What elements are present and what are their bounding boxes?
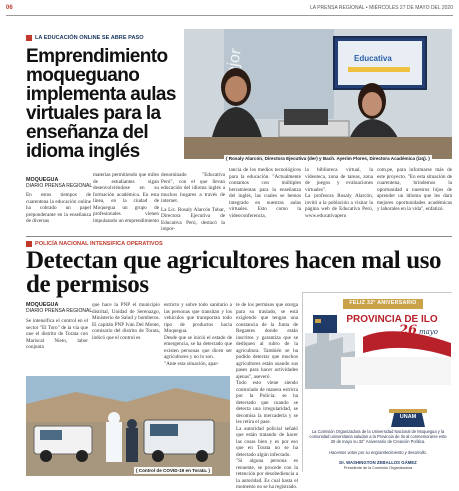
story2-headline: Detectan que agricultores hacen mal uso de permisos: [26, 247, 442, 298]
story2-byline: [26, 302, 92, 314]
ad-date-day: 26: [399, 323, 418, 338]
story1-byline-source: DIARIO PRENSA REGIONAL: [26, 183, 93, 189]
story1-col3: [161, 172, 225, 234]
page-number: 06: [6, 5, 13, 11]
story1-col1: En estos tiempos de cuarentena la educación online ha cobrado un papel preponderante en la enseñanza de diversas: [26, 192, 91, 224]
section-divider: [26, 236, 452, 237]
story1-col2: materias permitiendo que miles de estudiantes sigan desenvolviéndose en su formación académica. En esta línea, en la ciudad de Moquegua un grupo de profesionales vienen impulsando un emprendimiento: [93, 172, 159, 224]
story1-col3-p2: La Lic. Rosaly Alarcón Tobar, Directora Ejecutiva de Educativa Perú, destacó la impor-: [161, 206, 225, 232]
story2-col3: estricto y sobre todo sanitario a las personas que transitan y los vehículos que transportan todo tipo de productos hacia Moquegua. Desde que se inició el estado de emergencia, se ha detectado que existen personas que dicen ser agricultores y no lo son. "Ante esta situación, apar-: [164, 302, 232, 367]
publication-line: LA PRENSA REGIONAL • MIÉRCOLES 27 DE MAYO DEL 2020: [309, 5, 453, 11]
story1-col4: tancia de los medios tecnológicos para la educación. "Actualmente contamos con múltiples herramientas para la enseñanza del inglés, las cuales se hemos integrado en nuestras aulas virtuales. Esto como la videoconferencia,: [229, 167, 301, 219]
ad-date-month: mayo: [419, 328, 438, 336]
story1-col6: com.pe, para informarse más de este proyecto. "En esta situación de cuarentena, brindemos la oportunidad a nuestros hijos de aprender un idioma que les dará mejores oportunidades académicas y laborales en la vida", enfatizó.: [377, 167, 452, 212]
story2-col1: Se intensifica el control en el sector "El Toro" de la vía que une el distrito de Torata con Mariscal Nieto, labor conjunta: [26, 318, 88, 350]
story1-headline: Emprendimiento moqueguano implementa aulas virtuales para la enseñanza del idioma inglés: [26, 46, 176, 162]
story2-photo: [26, 376, 230, 476]
story2-byline-city: MOQUEGUA: [26, 302, 59, 308]
page-header: [6, 4, 453, 16]
story1-byline-city: MOQUEGUA: [26, 177, 59, 183]
ad-signer-role: Presidente de la Comisión Organizadora: [343, 466, 413, 470]
story1-section-label: [26, 35, 144, 41]
story1-photo-art: [184, 29, 452, 159]
ad-logo-text: UNAM: [399, 414, 417, 420]
ad-body: La Comisión Organizadora de la Universidad Nacional de Moquegua y la comunidad universitaria saludan a la Provincia de Ilo al conmemorarse este 26 de mayo su 32° Aniversario de Creación Política.: [309, 429, 447, 444]
story2-section-text: POLICÍA NACIONAL INTENSIFICA OPERATIVOS: [35, 241, 163, 247]
story1-byline: [26, 177, 92, 189]
story1-photo-caption: ( Rosaly Alarcón, Directora Ejecutiva (der) y Bach. Ayerim Flores, Directora Académica (izq). ): [226, 156, 430, 161]
ad-signer: Dr. WASHINGTON ZEBALLOS GÁMEZ: [339, 460, 417, 465]
story1-col5: la biblioteca virtual, la videoteca, zona de tareas, zona de juegos y evaluaciones virtuales". La profesora Rosaly Alarcón, invitó a la población a visitar la página web de Educativa Perú, www.educativaperu: [305, 167, 373, 219]
story2-col2: que hace la PNP el municipio distrital, Unidad de Serenazgo, Ministerio de Salud y bomberos. El capitán PNP Iván Del Monte, comisario del distrito de Torata, indicó que el control es: [92, 302, 160, 341]
story2-photo-art: [26, 376, 230, 476]
story2-col4: te de los permisos que otorga para su traslado, se está exigiendo que tengan una constancia de la Junta de Regantes donde están inscritos y garantiza que se dediquen al rubro de la agricultura. También se ha podido detectar que muchos agricultores están usando sus pases para hacer actividades ajenas", aseveró. Todo esto viene siendo controlado de manera estricta por la Policía; se ha detectado que cuando se detecta una irregularidad, se decomisa la mercadería y se les retira el pase. La autoridad policial señaló que están tratando de hacer las cosas bien y es por eso que en Torata no se ha detectado algún infectado. "Si alguna persona es renuente, se procede con la retención por desobediencia a la autoridad. Es cual hasta el momento no se ha registrado.: [236, 302, 298, 490]
screen-sign: Educativa: [354, 54, 392, 63]
ad-title: PROVINCIA DE ILO: [346, 314, 438, 325]
story2-photo-caption: ( Control de COVID-19 en Torata. ): [136, 468, 210, 473]
story1-section-text: LA EDUCACIÓN ONLINE SE ABRE PASO: [35, 35, 144, 41]
ad-wish: Hacemos votos por su engrandecimiento y desarrollo.: [329, 450, 427, 455]
anniversary-ad: [302, 292, 452, 472]
story1-col3-p1: denominado "Educativa Perú", con el que llevan educación del idioma inglés a muchos hogares a través de internet.: [161, 172, 225, 204]
ad-ribbon: FELIZ 32° ANIVERSARIO: [349, 300, 417, 306]
story2-byline-source: DIARIO PRENSA REGIONAL: [26, 308, 93, 314]
story1-photo: [184, 29, 452, 159]
section-marker-icon: [26, 35, 32, 41]
